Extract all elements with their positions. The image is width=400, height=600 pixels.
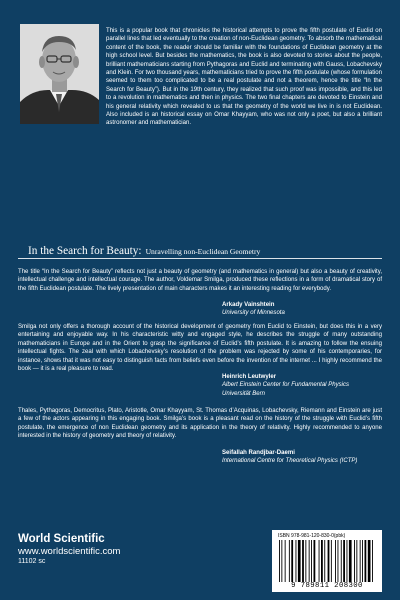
barcode-stripe: [360, 540, 361, 582]
barcode-stripe: [319, 540, 320, 582]
barcode-stripe: [356, 540, 357, 582]
intro-paragraph: [18, 27, 382, 153]
review-attribution: [222, 449, 376, 466]
photo-spacer: [18, 27, 106, 153]
barcode-stripe: [305, 540, 306, 582]
isbn-label: ISBN 978-981-120-830-0(pbk): [278, 533, 346, 539]
review-text: Smilga not only offers a thorough account of the historical development of geometry from Euclid to Einstein, but does this in a very entertaining and enjoyable way. In his characteristic witty and engaged style, he describes the struggle of many outstanding mathematicians in Europe and in the Orient to grasp the significance of Euclid’s fifth postulate. It is amazing to follow the ensuing intellectual fights. The zeal with which Lobachevsky’s resolution of the problem was rejected by some of his contemporaries, for instance, shows that it was not easy to distinguish facts from beliefs even before the invention of the internet ... I highly recommend the book — it is a real pleasure to read.: [18, 324, 382, 373]
barcode-stripe: [279, 540, 280, 582]
barcode-stripe: [328, 540, 330, 582]
reviewer-name: Seifallah Randjbar-Daemi: [222, 450, 295, 456]
barcode-stripe: [372, 540, 373, 582]
review-text: The title “In the Search for Beauty” reflects not just a beauty of geometry (and mathematics in general) but also a beauty of creativity, intellectual challenge and intellectual courage. The author, Voldemar Smilga, produced these reflections in a form of dramatical story of the fifth Euclidean postulate. The lively presentation of main characters makes it an interesting reading for everybody.: [18, 269, 382, 292]
reviewer-affiliation: University of Minnesota: [222, 310, 285, 317]
barcode-stripe: [343, 540, 345, 582]
barcode-stripe: [281, 540, 282, 582]
barcode-stripe: [309, 540, 310, 582]
publisher-url[interactable]: www.worldscientific.com: [18, 546, 121, 557]
divider: [18, 258, 382, 259]
barcode-stripe: [314, 540, 316, 582]
book-title-sub: Unravelling non-Euclidean Geometry: [145, 247, 261, 256]
review-text: Thales, Pythagoras, Democritus, Plato, Aristotle, Omar Khayyam, St. Thomas d’Acquinas, Lobachevsky, Riemann and Einstein are just a few of the actors appearing in this engaging book. Smilga’s book is a pleasant read on the history of the struggle with Euclid’s fifth postulate, the emergence of non Euclidean geometry and its application in the theory of relativity. Highly recommended to anyone interested in the history of geometry and theory of relativity.: [18, 408, 382, 440]
reviewer-name: Heinrich Leutwyler: [222, 374, 277, 380]
barcode-stripe: [285, 540, 286, 582]
barcode-stripe: [311, 540, 312, 582]
reviewer-affiliation: Universität Bern: [222, 390, 266, 397]
barcode-digits: 9 789811 208300: [291, 582, 363, 590]
barcode-stripe: [347, 540, 348, 582]
book-title-main: In the Search for Beauty:: [28, 245, 142, 257]
reviewer-name: Arkady Vainshtein: [222, 302, 275, 308]
intro-text: This is a popular book that chronicles the historical attempts to prove the fifth postulate of Euclid on parallel lines that led eventually to the creation of non-Euclidean geometry. To absorb the mathematical content of the book, the reader should be familiar with the foundations of Euclidean geometry at the high school level. But besides the mathematics, the book is also devoted to stories about the people, brilliant mathematicians starting from Pythagoras and Euclid and terminating with Gauss, Lobachevsky and Klein. For two thousand years, mathematicians tried to prove the fifth postulate (whose formulation seemed to them too complicated to be a real postulate and not a theorem, hence the title “In the Search for Beauty”). But in the 19th century, they realized that such proof was impossible, and this led to a revolution in mathematics and then in physics. The two final chapters are devoted to Einstein and his general relativity which revealed to us that the geometry of the world we live in is not Euclidean. Also included is an historical essay on Omar Khayyam, who was not only a poet, but also a brilliant astronomer and mathematician.: [106, 28, 382, 127]
review-attribution: [222, 301, 376, 318]
barcode-stripe: [341, 540, 342, 582]
reviewer-affiliation: International Centre for Theoretical Physics (ICTP): [222, 458, 358, 465]
barcode-stripe: [331, 540, 332, 582]
barcode-bars: [278, 540, 376, 582]
barcode-stripe: [354, 540, 355, 582]
barcode-stripe: [296, 540, 297, 582]
publisher-name: World Scientific: [18, 533, 105, 545]
barcode-stripe: [362, 540, 363, 582]
barcode-stripe: [349, 540, 352, 582]
barcode-stripe: [335, 540, 336, 582]
product-code: 11102 sc: [18, 558, 46, 565]
isbn-barcode: [272, 530, 382, 592]
book-title: [28, 241, 380, 259]
barcode-stripe: [321, 540, 323, 582]
barcode-stripe: [298, 540, 301, 582]
reviewer-affiliation: Albert Einstein Center for Fundamental Physics: [222, 382, 350, 389]
review-attribution: [222, 373, 376, 398]
barcode-stripe: [338, 540, 339, 582]
barcode-stripe: [289, 540, 290, 582]
barcode-stripe: [291, 540, 293, 582]
barcode-stripe: [365, 540, 367, 582]
publisher-block: [18, 533, 120, 567]
barcode-stripe: [324, 540, 325, 582]
barcode-stripe: [368, 540, 371, 582]
barcode-stripe: [302, 540, 304, 582]
